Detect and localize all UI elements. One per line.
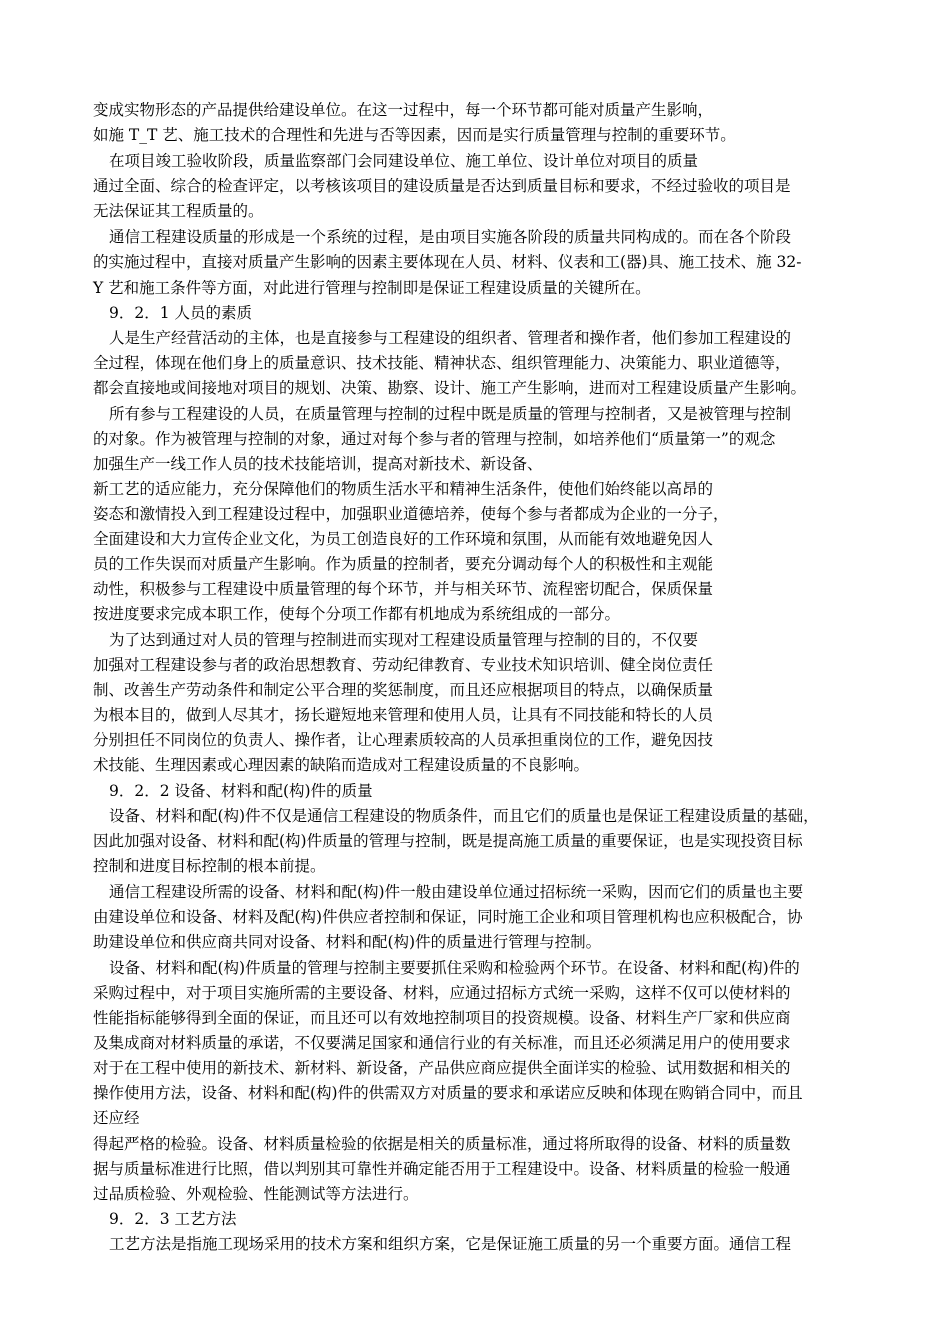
- text-line: 通信工程建设质量的形成是一个系统的过程，是由项目实施各阶段的质量共同构成的。而在各个阶段: [109, 228, 792, 246]
- text-line: 员的工作失误而对质量产生影响。作为质量的控制者，要充分调动每个人的积极性和主观能: [93, 555, 714, 573]
- text-line: 通过全面、综合的检查评定，以考核该项目的建设质量是否达到质量目标和要求，不经过验收的项目是: [93, 177, 791, 195]
- text-line: 分别担任不同岗位的负责人、操作者，让心理素质较高的人员承担重岗位的工作，避免因技: [93, 731, 714, 749]
- text-line: 性能指标能够得到全面的保证，而且还可以有效地控制项目的投资规模。设备、材料生产厂家和供应商: [93, 1009, 791, 1027]
- text-line: 及集成商对材料质量的承诺，不仅要满足国家和通信行业的有关标准，而且还必须满足用户的使用要求: [93, 1034, 791, 1052]
- text-line: 动性，积极参与工程建设中质量管理的每个环节，并与相关环节、流程密切配合，保质保量: [93, 580, 714, 598]
- text-line: 人是生产经营活动的主体，也是直接参与工程建设的组织者、管理者和操作者，他们参加工程建设的: [109, 329, 792, 347]
- text-line: 姿态和激情投入到工程建设过程中，加强职业道德培养，使每个参与者都成为企业的一分子，: [93, 505, 729, 523]
- text-line: Y 艺和施工条件等方面，对此进行管理与控制即是保证工程建设质量的关键所在。: [93, 279, 651, 297]
- text-line: 如施 T_T 艺、施工技术的合理性和先进与否等因素，因而是实行质量管理与控制的重要环节。: [93, 126, 736, 144]
- text-line: 的实施过程中，直接对质量产生影响的因素主要体现在人员、材料、仪表和工(器)具、施工技术、施 32-: [93, 253, 802, 271]
- text-line: 无法保证其工程质量的。: [93, 202, 264, 220]
- text-line: 助建设单位和供应商共同对设备、材料和配(构)件的质量进行管理与控制。: [93, 933, 602, 951]
- text-line: 术技能、生理因素或心理因素的缺陷而造成对工程建设质量的不良影响。: [93, 756, 590, 774]
- text-line: 据与质量标准进行比照，借以判别其可靠性并确定能否用于工程建设中。设备、材料质量的检验一般通: [93, 1160, 791, 1178]
- text-line: 变成实物形态的产品提供给建设单位。在这一过程中，每一个环节都可能对质量产生影响，: [93, 101, 714, 119]
- section-heading: 9．2．1 人员的素质: [109, 304, 253, 322]
- text-line: 由建设单位和设备、材料及配(构)件供应者控制和保证，同时施工企业和项目管理机构也应积极配合，协: [93, 908, 803, 926]
- text-line: 为了达到通过对人员的管理与控制进而实现对工程建设质量管理与控制的目的，不仅要: [109, 631, 699, 649]
- text-line: 操作使用方法，设备、材料和配(构)件的供需双方对质量的要求和承诺应反映和体现在购销合同中，而且: [93, 1084, 803, 1102]
- text-line: 设备、材料和配(构)件不仅是通信工程建设的物质条件，而且它们的质量也是保证工程建设质量的基础，: [109, 807, 819, 825]
- text-line: 得起严格的检验。设备、材料质量检验的依据是相关的质量标准，通过将所取得的设备、材料的质量数: [93, 1135, 791, 1153]
- text-line: 新工艺的适应能力，充分保障他们的物质生活水平和精神生活条件，使他们始终能以高昂的: [93, 480, 714, 498]
- text-line: 所有参与工程建设的人员，在质量管理与控制的过程中既是质量的管理与控制者，又是被管理与控制: [109, 405, 792, 423]
- text-line: 因此加强对设备、材料和配(构)件质量的管理与控制，既是提高施工质量的重要保证，也是实现投资目标: [93, 832, 803, 850]
- text-line: 按进度要求完成本职工作，使每个分项工作都有机地成为系统组成的一部分。: [93, 605, 621, 623]
- text-line: 通信工程建设所需的设备、材料和配(构)件一般由建设单位通过招标统一采购，因而它们的质量也主要: [109, 883, 804, 901]
- text-line: 全面建设和大力宣传企业文化，为员工创造良好的工作环境和氛围，从而能有效地避免因人: [93, 530, 714, 548]
- text-line: 为根本目的，做到人尽其才，扬长避短地来管理和使用人员，让具有不同技能和特长的人员: [93, 706, 714, 724]
- text-line: 的对象。作为被管理与控制的对象，通过对每个参与者的管理与控制，如培养他们“质量第一”的观念: [93, 430, 776, 448]
- text-line: 加强对工程建设参与者的政治思想教育、劳动纪律教育、专业技术知识培训、健全岗位责任: [93, 656, 714, 674]
- text-line: 都会直接地或间接地对项目的规划、决策、勘察、设计、施工产生影响，进而对工程建设质量产生影响。: [93, 379, 807, 397]
- text-line: 还应经: [93, 1109, 140, 1127]
- text-line: 制、改善生产劳动条件和制定公平合理的奖惩制度，而且还应根据项目的特点，以确保质量: [93, 681, 714, 699]
- text-line: 加强生产一线工作人员的技术技能培训，提高对新技术、新设备、: [93, 455, 543, 473]
- text-line: 在项目竣工验收阶段，质量监察部门会同建设单位、施工单位、设计单位对项目的质量: [109, 152, 699, 170]
- text-line: 过品质检验、外观检验、性能测试等方法进行。: [93, 1185, 419, 1203]
- text-line: 设备、材料和配(构)件质量的管理与控制主要要抓住采购和检验两个环节。在设备、材料和配(构)件的: [109, 959, 800, 977]
- text-line: 工艺方法是指施工现场采用的技术方案和组织方案，它是保证施工质量的另一个重要方面。通信工程: [109, 1235, 792, 1253]
- section-heading: 9．2．3 工艺方法: [109, 1210, 237, 1228]
- text-line: 控制和进度目标控制的根本前提。: [93, 857, 326, 875]
- text-line: 对于在工程中使用的新技术、新材料、新设备，产品供应商应提供全面详实的检验、试用数据和相关的: [93, 1059, 791, 1077]
- text-line: 采购过程中，对于项目实施所需的主要设备、材料，应通过招标方式统一采购，这样不仅可以使材料的: [93, 984, 791, 1002]
- section-heading: 9．2．2 设备、材料和配(构)件的质量: [109, 782, 373, 800]
- text-line: 全过程，体现在他们身上的质量意识、技术技能、精神状态、组织管理能力、决策能力、职业道德等，: [93, 354, 791, 372]
